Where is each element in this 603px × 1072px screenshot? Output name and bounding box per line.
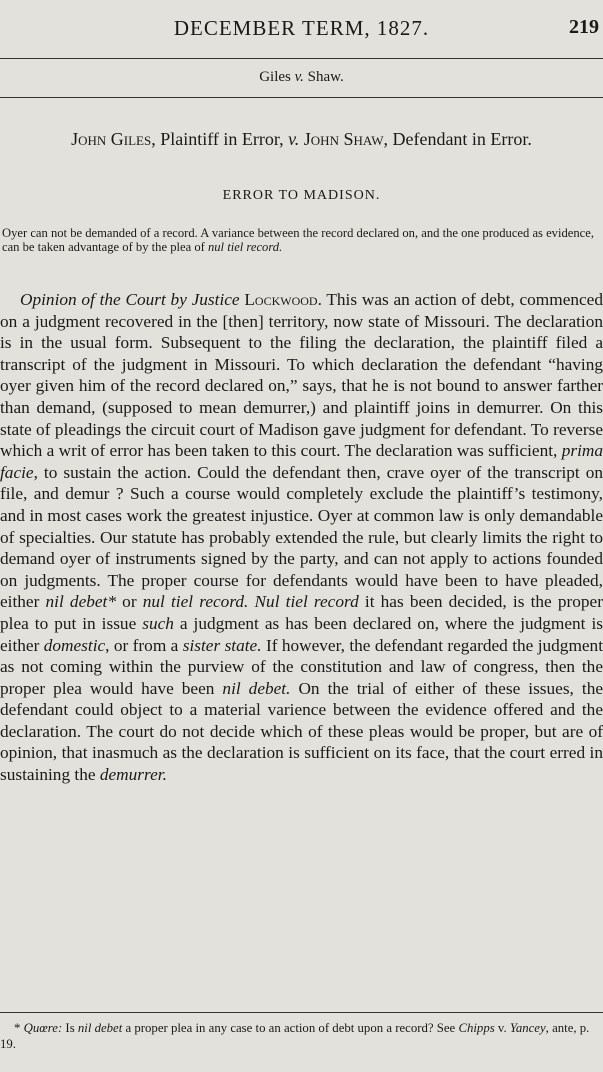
running-title: DECEMBER TERM, 1827. xyxy=(173,16,430,40)
footnote-italic-2: Chipps xyxy=(458,1021,495,1035)
court-of-origin: ERROR TO MADISON. xyxy=(222,188,381,203)
title-rule xyxy=(0,97,603,98)
short-title-versus: v. xyxy=(294,69,304,85)
opinion-italic-8: demurrer. xyxy=(99,765,167,785)
footnote-italic-3: Yancey xyxy=(509,1021,546,1035)
opinion-italic-3: nul tiel record. Nul tiel record xyxy=(142,592,359,612)
short-case-title xyxy=(0,69,603,86)
case-versus: v. xyxy=(288,129,300,149)
defendant-role: , Defendant in Error. xyxy=(383,129,532,149)
opinion-italic-2: nil debet* xyxy=(45,592,116,612)
footnote-mark: * xyxy=(14,1021,24,1035)
footnote-text-1: Is xyxy=(62,1021,78,1035)
opinion-italic-5: domestic xyxy=(43,635,106,655)
footnote-text-2: a proper plea in any case to an action of debt upon a record? See xyxy=(122,1021,459,1035)
opinion-text-2: , to sustain the action. Could the defendant then, crave oyer of the transcript on file, and demur ? Such a course would completely exclude the plaintiff’s testimony, and in most cases work the greatest injustice. Oyer at common law is only demandable of specialties. Our statute has probably extended the rule, but clearly limits the right to demand oyer of instruments signed by the party, and can not apply to actions founded on judgments. The proper course for defendants would have been to have pleaded, either xyxy=(0,462,603,612)
short-title-defendant: Shaw. xyxy=(307,69,344,85)
header-rule xyxy=(0,58,603,59)
opinion-italic-6: sister state. xyxy=(182,635,262,655)
opinion-italic-4: such xyxy=(142,613,174,633)
footnote xyxy=(0,1020,603,1052)
headnote xyxy=(2,226,601,254)
defendant-name: John Shaw xyxy=(303,129,384,149)
short-title-plaintiff: Giles xyxy=(259,69,291,85)
footnote-rule xyxy=(0,1012,603,1013)
plaintiff-role: , Plaintiff in Error, xyxy=(151,129,289,149)
headnote-text: Oyer can not be demanded of a record. A variance between the record declared on, and the one produced as evidence, can be taken advantage of by the plea of xyxy=(2,226,594,254)
opinion-italic-7: nil debet. xyxy=(222,678,291,698)
opinion-text-6: , or from a xyxy=(105,635,183,655)
case-title xyxy=(0,128,603,150)
justice-name: Lockwood. xyxy=(244,290,322,309)
opinion-text-8: On the trial of either of these issues, the defendant could object to a material varience between the evidence offered and the declaration. The court do not decide which of these pleas would be proper, but are of opinion, that inasmuch as the declaration is sufficient on its face, that the court erred in sustaining the xyxy=(0,678,603,785)
opinion-italic-1: prima facie xyxy=(0,441,603,482)
opinion-text-4: it has been decided, is the proper plea to put in issue xyxy=(0,592,603,633)
footnote-text-4: , ante, p. 19. xyxy=(0,1021,590,1051)
opinion-text-3: or xyxy=(116,592,143,612)
opinion-text-1: This was an action of debt, commenced on a judgment recovered in the [then] territory, now state of Missouri. The declaration is in the usual form. Subsequent to the filing the declaration, the plaintiff filed a transcript of the judgment in Missouri. To which declaration the defendant “having oyer given him of the record declared on,” says, that he is not bound to answer farther than demand, (supposed to mean demurrer,) and plaintiff joins in demurrer. On this state of pleadings the circuit court of Madison gave judgment for defendant. To reverse which a writ of error has been taken to this court. The declaration was sufficient, xyxy=(0,290,603,461)
opinion-text-7: If however, the defendant regarded the judgment as not coming within the purview of the constitution and law of congress, then the proper plea would have been xyxy=(0,635,603,698)
opinion-intro: Opinion of the Court by Justice xyxy=(20,290,240,309)
opinion-paragraph xyxy=(0,289,603,786)
opinion-text-5: a judgment as has been declared on, where the judgment is either xyxy=(0,613,603,655)
footnote-italic-1: nil debet xyxy=(77,1021,123,1035)
footnote-text-3: v. xyxy=(494,1021,510,1035)
page-number: 219 xyxy=(569,16,599,38)
headnote-italic: nul tiel record. xyxy=(207,240,283,254)
opinion-body xyxy=(0,289,603,786)
plaintiff-name: John Giles xyxy=(71,129,152,149)
footnote-quaere: Quœre: xyxy=(23,1021,63,1035)
